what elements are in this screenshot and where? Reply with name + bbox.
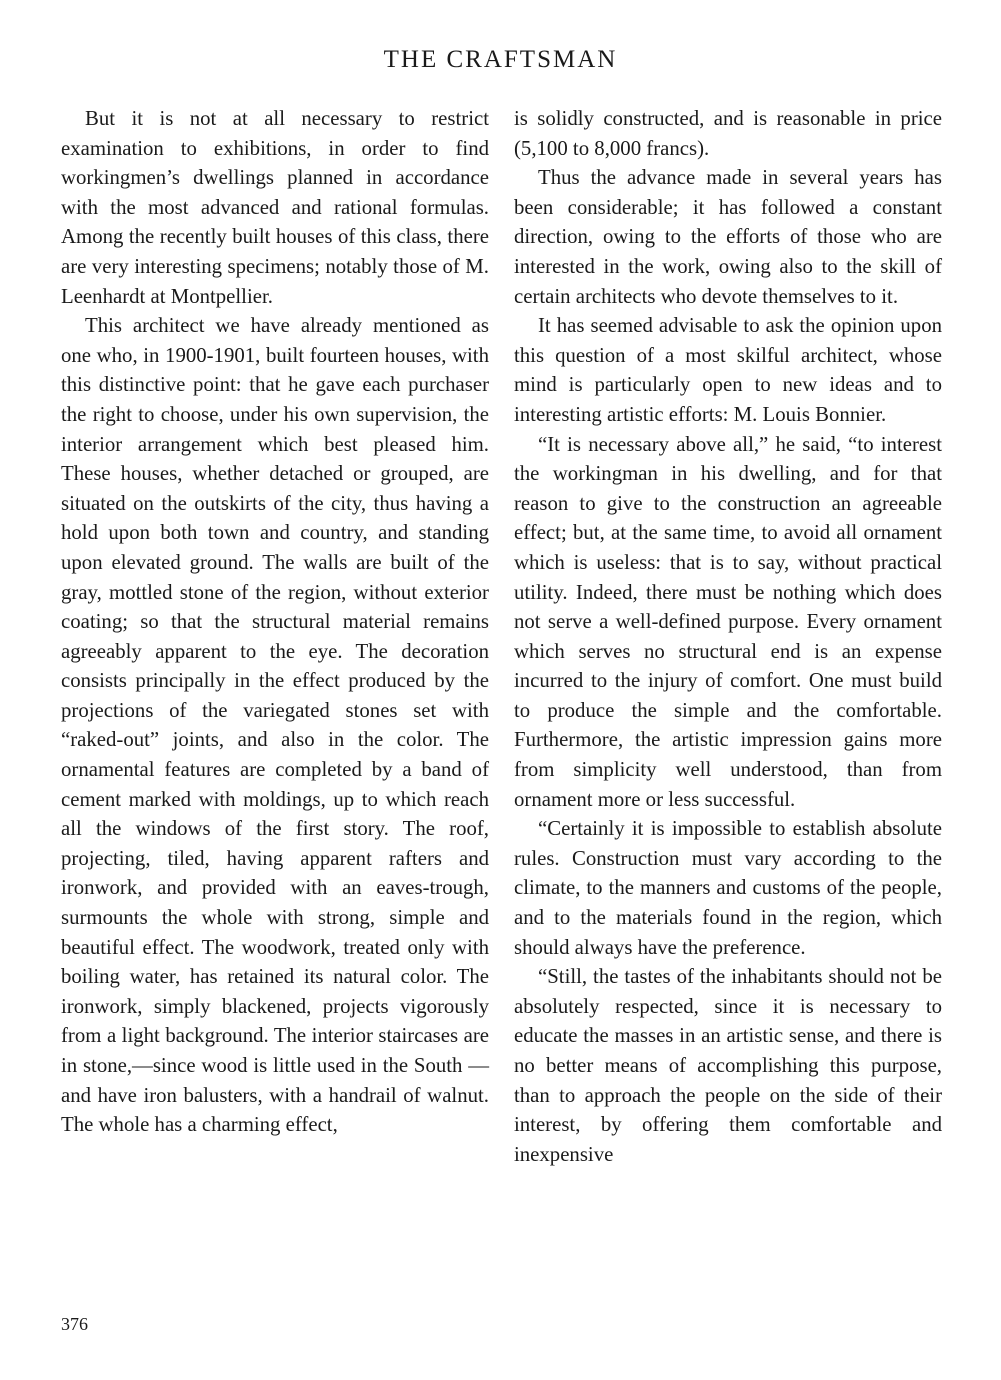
paragraph: Thus the advance made in several years has been considerable; it has followed a constant direction, owing to the efforts of those who are interested in the work, owing also to the skill of certain architects who devote themselves to it. xyxy=(514,166,942,308)
page-number: 376 xyxy=(61,1314,88,1334)
running-header: THE CRAFTSMAN xyxy=(383,46,618,73)
paragraph: It has seemed advisable to ask the opinion upon this question of a most skilful architect, whose mind is particularly open to new ideas and to interesting artistic efforts: M. Louis Bonnier. xyxy=(514,314,942,426)
paragraph-continuation: is solidly constructed, and is reasonable in price (5,100 to 8,000 francs). xyxy=(514,107,942,160)
paragraph: “Certainly it is impossible to establish absolute rules. Construction must vary according to the climate, to the manners and customs of the people, and to the materials found in the region, which should always have the preference. xyxy=(514,817,942,959)
paragraph: But it is not at all necessary to restrict examination to exhibitions, in order to find workingmen’s dwellings planned in accordance with the most advanced and rational formulas. Among the recently built houses of this class, there are very interesting specimens; notably those of M. Leenhardt at Montpellier. xyxy=(61,107,489,308)
paragraph: “It is necessary above all,” he said, “to interest the workingman in his dwelling, and for that reason to give to the construction an agreeable effect; but, at the same time, to avoid all ornament which is useless: that is to say, without practical utility. Indeed, there must be nothing which does not serve a well-defined purpose. Every ornament which serves no structural end is an expense incurred to the injury of comfort. One must build to produce the simple and the comfortable. Furthermore, the artistic impression gains more from simplicity well understood, than from ornament more or less successful. xyxy=(514,432,942,811)
paragraph: This architect we have already mentioned as one who, in 1900-1901, built fourteen houses, with this distinctive point: that he gave each purchaser the right to choose, under his own supervision, the interior arrangement which best pleased him. These houses, whether detached or grouped, are situated on the outskirts of the city, thus having a hold upon both town and country, and standing upon elevated ground. The walls are built of the gray, mottled stone of the region, without exterior coating; so that the structural material remains agreeably apparent to the eye. The decoration consists principally in the effect produced by the projections of the variegated stones set with “raked-out” joints, and also in the color. The ornamental features are completed by a band of cement marked with moldings, up to which reach all the windows of the first story. The roof, projecting, tiled, having apparent rafters and ironwork, and provided with an eaves-trough, surmounts the whole with strong, simple and beautiful effect. The woodwork, treated only with boiling water, has retained its natural color. The ironwork, simply blackened, projects vigorously from a light background. The interior staircases are in stone,—since wood is little used in the South —and have iron balusters, with a handrail of walnut. The whole has a charming effect, xyxy=(61,314,489,1137)
right-text-column xyxy=(514,104,942,1169)
paragraph: “Still, the tastes of the inhabitants should not be absolutely respected, since it is necessary to educate the masses in an artistic sense, and there is no better means of accomplishing this purpose, than to approach the people on the side of their interest, by offering them comfortable and inexpensive xyxy=(514,965,942,1166)
left-text-column xyxy=(61,104,489,1140)
